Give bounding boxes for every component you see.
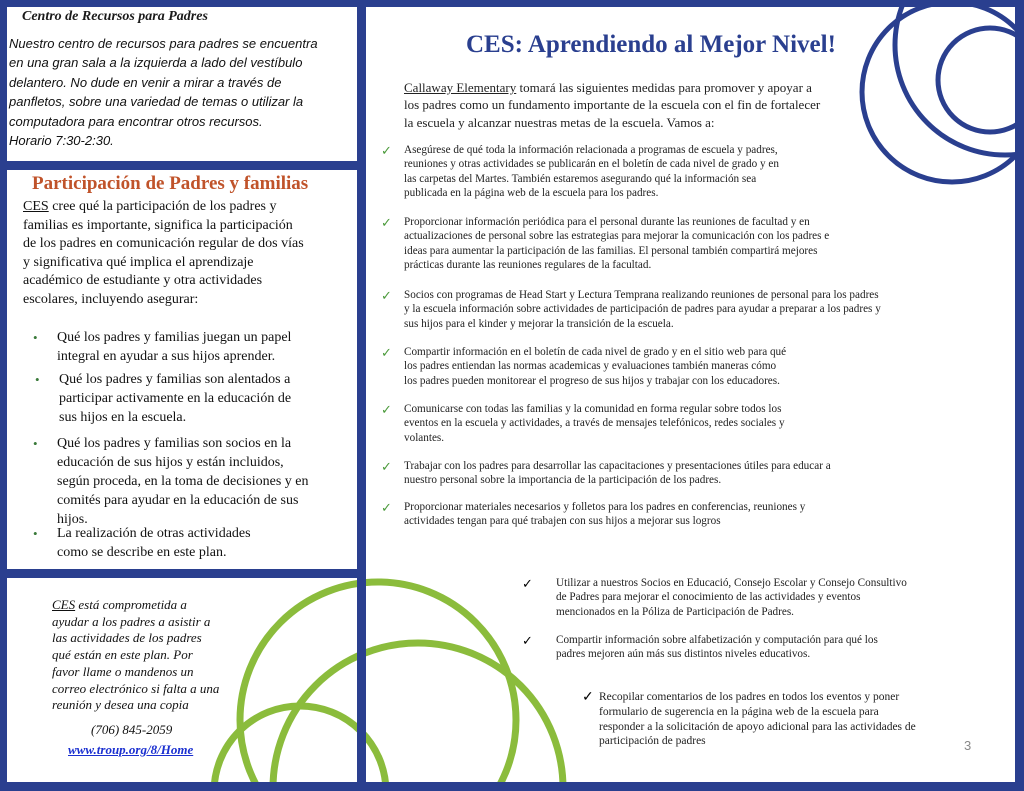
action-item: Asegúrese de qué toda la información relacionada a programas de escuela y padres, reuniones y otras actividades se publicarán en el boletín de cada nivel de grado y en las carpetas del Martes. También estaremos asegurando qué la información sea publicada en la página web de la escuela para los padres.: [404, 144, 779, 200]
action-item: Proporcionar materiales necesarios y folletos para los padres en conferencias, reuniones y actividades tengan para qué trabajen con sus hijos a mejorar sus logros: [404, 501, 806, 528]
check-icon: ✓: [381, 459, 392, 474]
frame-bottom: [0, 782, 1024, 791]
participation-heading: Participación de Padres y familias: [32, 173, 309, 194]
website-link[interactable]: www.troup.org/8/Home: [68, 742, 194, 757]
main-title: CES: Aprendiendo al Mejor Nivel!: [466, 31, 836, 58]
frame-right: [1015, 0, 1024, 791]
action-item: Compartir información sobre alfabetización y computación para qué los padres mejoren aún más sus distintos niveles educativos.: [556, 634, 878, 661]
action-item: Recopilar comentarios de los padres en todos los eventos y poner formulario de sugerencia en la página web de la escuela para responder a la solicitación de apoyo adicional para las actividades de participación de padres: [599, 691, 916, 748]
bullet-dot-icon: •: [33, 330, 38, 345]
resource-center-heading: Centro de Recursos para Padres: [22, 9, 208, 24]
resource-line: Nuestro centro de recursos para padres se encuentra: [9, 36, 318, 51]
participation-bullet: La realización de otras actividades como se describe en este plan.: [57, 526, 251, 560]
check-icon: ✓: [381, 288, 392, 303]
intro-line: familias es importante, significa la participación: [23, 217, 293, 233]
check-icon: ✓: [381, 215, 392, 230]
school-name: Callaway Elementary: [404, 80, 517, 95]
participation-bullet: Qué los padres y familias son socios en la educación de sus hijos y están incluidos, según proceda, en la toma de decisiones y en comités para ayudar en la educación de sus hijos.: [57, 436, 309, 527]
action-item: Socios con programas de Head Start y Lectura Temprana realizando reuniones de personal para los padres y la escuela información sobre actividades de participación de padres para ayudar a preparar a los padres y sus hijos para el kinder y mejorar la transición de la escuela.: [404, 289, 881, 330]
frame-left: [0, 0, 7, 791]
participation-bullet: Qué los padres y familias son alentados a participar activamente en la educación de sus hijos en la escuela.: [59, 372, 292, 425]
phone-number: (706) 845-2059: [91, 722, 173, 737]
participation-intro: [23, 198, 353, 310]
action-item: Proporcionar información periódica para el personal durante las reuniones de facultad y en actualizaciones de personal sobre las estrategias para mejorar la comunicación con los padres e ideas para aumentar la participación de las familias. El personal también compartirá mejores prácticas durante las reuniones regulares de la facultad.: [404, 216, 830, 272]
ces-abbrev: CES: [23, 199, 49, 214]
commitment-text: CES está comprometida a ayudar a los padres a asistir a las actividades de los padres qué están en este plan. Por favor llame o mandenos un correo electrónico si falta a una reunión y desea una copia: [52, 597, 220, 713]
page-number: 3: [964, 738, 972, 753]
ces-abbrev: CES: [52, 597, 76, 612]
bullet-dot-icon: •: [35, 372, 40, 387]
intro-line: académico de estudiante y otra actividades: [23, 273, 263, 289]
check-icon: ✓: [381, 143, 392, 158]
resource-line: panfletos, sobre una variedad de temas o utilizar la: [9, 94, 304, 110]
action-item: Utilizar a nuestros Socios en Educació, Consejo Escolar y Consejo Consultivo de Padres para mejorar el conocimiento de las actividades y eventos mencionados en la Póliza de Participación de Padres.: [556, 577, 907, 618]
action-item: Trabajar con los padres para desarrollar las capacitaciones y presentaciones útiles para educar a nuestro personal sobre la importancia de la participación de los padres.: [404, 460, 831, 487]
blue-circle-3: [938, 28, 1024, 132]
frame-top: [0, 0, 1024, 7]
resource-line: delantero. No dude en venir a mirar a través de: [9, 74, 282, 90]
resource-center-body: [9, 34, 355, 150]
intro-line: de los padres en comunicación regular de dos vías: [23, 236, 304, 252]
check-icon: ✓: [522, 633, 533, 648]
check-icon: ✓: [381, 402, 392, 417]
bullet-dot-icon: •: [33, 526, 38, 541]
frame-divider-left-bottom: [0, 569, 362, 578]
intro-line: y significativa qué implica el aprendizaje: [23, 254, 254, 270]
green-circle-mid: [273, 643, 563, 791]
check-icon: ✓: [381, 500, 392, 515]
check-icon: ✓: [582, 690, 594, 705]
resource-hours: Horario 7:30-2:30.: [9, 133, 114, 149]
participation-bullet: Qué los padres y familias juegan un papel integral en ayudar a sus hijos aprender.: [57, 330, 292, 364]
bullet-dot-icon: •: [33, 436, 38, 451]
intro-line: escolares, incluyendo asegurar:: [23, 291, 199, 307]
main-intro: Callaway Elementary tomará las siguientes medidas para promover y apoyar a los padres como un fundamento importante de la escuela con el fin de fortalecer la escuela y alcanzar nuestras metas de la escuela. Vamos a:: [404, 80, 821, 130]
action-item: Compartir información en el boletín de cada nivel de grado y en el sitio web para qué los padres entiendan las normas academicas y evaluaciones también maneras cómo los padres pueden monitorear el progreso de sus hijos y trabajar con los educadores.: [404, 346, 787, 387]
check-icon: ✓: [522, 576, 533, 591]
intro-line: cree qué la participación de los padres y: [48, 199, 277, 214]
frame-divider-left-top: [0, 161, 362, 170]
frame-divider-vertical: [357, 0, 366, 791]
action-item: Comunicarse con todas las familias y la comunidad en forma regular sobre todos los eventos en la escuela y actividades, a través de mensajes telefónicos, redes sociales y volantes.: [404, 403, 785, 444]
resource-line: en una gran sala a la izquierda a lado del vestíbulo: [9, 55, 303, 71]
check-icon: ✓: [381, 345, 392, 360]
resource-line: computadora para encontrar otros recursos.: [9, 113, 263, 129]
